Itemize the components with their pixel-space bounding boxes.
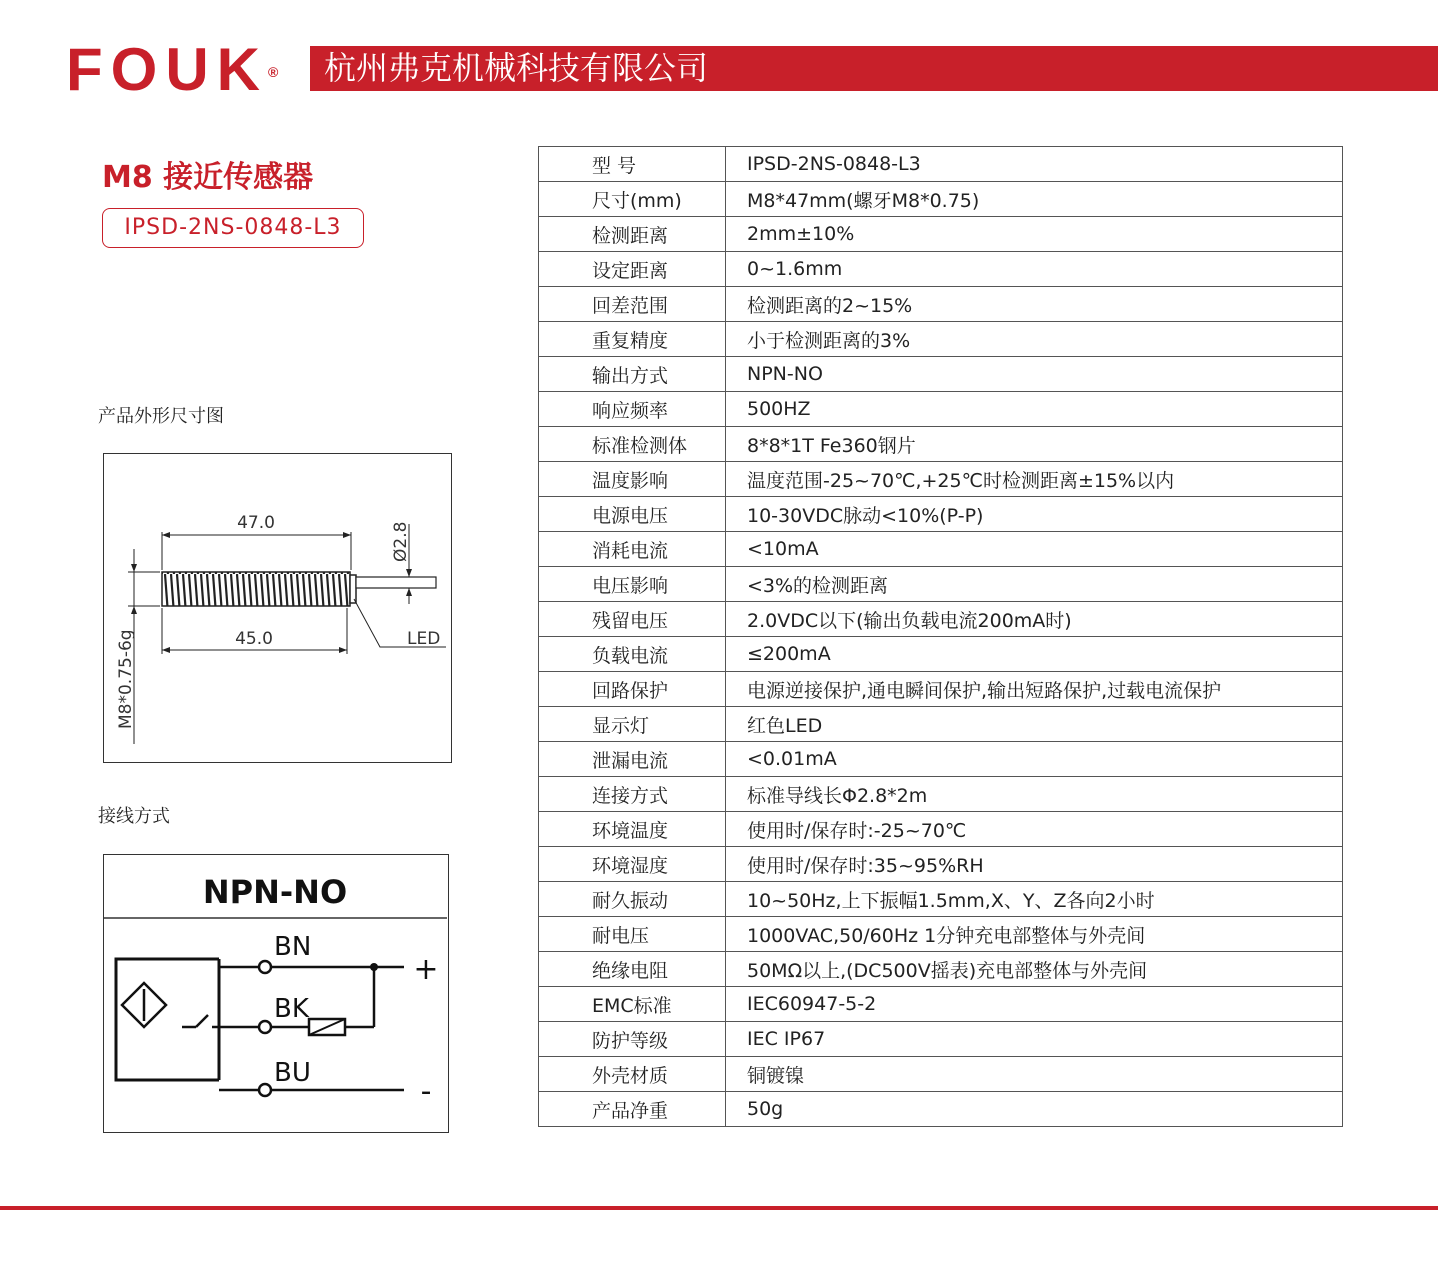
spec-key: 电源电压 <box>539 497 726 532</box>
total-length-label: 47.0 <box>237 513 275 533</box>
spec-row <box>539 567 1343 602</box>
spec-value: 8*8*1T Fe360钢片 <box>726 427 1343 462</box>
spec-value: 10~50Hz,上下振幅1.5mm,X、Y、Z各向2小时 <box>726 882 1343 917</box>
spec-value: 使用时/保存时:-25~70℃ <box>726 812 1343 847</box>
dimension-drawing-svg <box>104 454 450 761</box>
minus-terminal: - <box>420 1074 432 1109</box>
spec-row <box>539 427 1343 462</box>
sensor-cable <box>356 577 436 588</box>
terminal-bn <box>259 961 271 973</box>
spec-key: 消耗电流 <box>539 532 726 567</box>
wiring-section-label: 接线方式 <box>98 806 170 827</box>
spec-row <box>539 1057 1343 1092</box>
thread-length-label: 45.0 <box>235 629 273 649</box>
wire-label-bk: BK <box>274 994 309 1024</box>
spec-key: 残留电压 <box>539 602 726 637</box>
spec-table <box>538 146 1343 1127</box>
spec-key: 回路保护 <box>539 672 726 707</box>
spec-row <box>539 917 1343 952</box>
spec-row <box>539 1092 1343 1127</box>
spec-value: 2.0VDC以下(输出负载电流200mA时) <box>726 602 1343 637</box>
spec-value: 铜镀镍 <box>726 1057 1343 1092</box>
spec-row <box>539 462 1343 497</box>
spec-key: 电压影响 <box>539 567 726 602</box>
spec-value: NPN-NO <box>726 357 1343 392</box>
sensor-end-cap <box>350 575 356 603</box>
spec-value: 检测距离的2~15% <box>726 287 1343 322</box>
spec-value: 使用时/保存时:35~95%RH <box>726 847 1343 882</box>
spec-value: 10-30VDC脉动<10%(P-P) <box>726 497 1343 532</box>
spec-key: 尺寸(mm) <box>539 182 726 217</box>
thread-spec-label: M8*0.75-6g <box>116 629 136 729</box>
spec-value: IEC60947-5-2 <box>726 987 1343 1022</box>
spec-value: M8*47mm(螺牙M8*0.75) <box>726 182 1343 217</box>
footer-rule <box>0 1206 1438 1210</box>
spec-key: 响应频率 <box>539 392 726 427</box>
spec-value: 50g <box>726 1092 1343 1127</box>
spec-row <box>539 497 1343 532</box>
spec-row <box>539 602 1343 637</box>
brand-logo <box>66 36 279 103</box>
spec-key: 外壳材质 <box>539 1057 726 1092</box>
wire-label-bu: BU <box>274 1058 311 1088</box>
spec-key: 环境湿度 <box>539 847 726 882</box>
spec-row <box>539 637 1343 672</box>
product-title: M8 接近传感器 <box>102 160 314 195</box>
spec-key: 泄漏电流 <box>539 742 726 777</box>
spec-value: IPSD-2NS-0848-L3 <box>726 147 1343 182</box>
spec-value: 标准导线长Φ2.8*2m <box>726 777 1343 812</box>
terminal-bu <box>259 1084 271 1096</box>
spec-value: 500HZ <box>726 392 1343 427</box>
spec-row <box>539 987 1343 1022</box>
spec-row <box>539 147 1343 182</box>
spec-key: 重复精度 <box>539 322 726 357</box>
spec-key: 输出方式 <box>539 357 726 392</box>
spec-key: 耐久振动 <box>539 882 726 917</box>
spec-key: 标准检测体 <box>539 427 726 462</box>
spec-row <box>539 812 1343 847</box>
company-banner <box>310 46 1438 91</box>
spec-key: 绝缘电阻 <box>539 952 726 987</box>
spec-row <box>539 707 1343 742</box>
spec-key: 回差范围 <box>539 287 726 322</box>
spec-value: 2mm±10% <box>726 217 1343 252</box>
wiring-diagram <box>103 854 449 1133</box>
spec-key: EMC标准 <box>539 987 726 1022</box>
spec-value: 温度范围-25~70℃,+25℃时检测距离±15%以内 <box>726 462 1343 497</box>
spec-value: 50MΩ以上,(DC500V摇表)充电部整体与外壳间 <box>726 952 1343 987</box>
spec-row <box>539 392 1343 427</box>
sensor-thread-body <box>162 572 350 606</box>
wiring-diagram-svg <box>104 855 447 1131</box>
spec-key: 显示灯 <box>539 707 726 742</box>
wire-label-bn: BN <box>274 932 312 962</box>
spec-value: 0~1.6mm <box>726 252 1343 287</box>
spec-row <box>539 252 1343 287</box>
model-badge: IPSD-2NS-0848-L3 <box>102 208 364 248</box>
led-label: LED <box>407 629 441 649</box>
dimension-section-label: 产品外形尺寸图 <box>98 406 224 427</box>
spec-key: 产品净重 <box>539 1092 726 1127</box>
spec-row <box>539 287 1343 322</box>
spec-row <box>539 532 1343 567</box>
spec-value: 小于检测距离的3% <box>726 322 1343 357</box>
spec-value: 1000VAC,50/60Hz 1分钟充电部整体与外壳间 <box>726 917 1343 952</box>
cable-diameter-label: Ø2.8 <box>391 521 411 562</box>
spec-value: <3%的检测距离 <box>726 567 1343 602</box>
spec-key: 耐电压 <box>539 917 726 952</box>
spec-row <box>539 182 1343 217</box>
spec-row <box>539 742 1343 777</box>
spec-key: 设定距离 <box>539 252 726 287</box>
spec-row <box>539 882 1343 917</box>
spec-row <box>539 322 1343 357</box>
spec-key: 型 号 <box>539 147 726 182</box>
spec-key: 负载电流 <box>539 637 726 672</box>
spec-key: 防护等级 <box>539 1022 726 1057</box>
spec-row <box>539 217 1343 252</box>
spec-row <box>539 952 1343 987</box>
company-name: 杭州弗克机械科技有限公司 <box>324 49 709 87</box>
spec-key: 检测距离 <box>539 217 726 252</box>
spec-value: <0.01mA <box>726 742 1343 777</box>
spec-value: ≤200mA <box>726 637 1343 672</box>
registered-mark: ® <box>267 64 279 80</box>
terminal-bk <box>259 1021 271 1033</box>
spec-value: 红色LED <box>726 707 1343 742</box>
plus-terminal: + <box>413 952 439 987</box>
spec-row <box>539 357 1343 392</box>
spec-row <box>539 672 1343 707</box>
spec-table-body <box>539 147 1343 1127</box>
spec-value: IEC IP67 <box>726 1022 1343 1057</box>
wiring-title: NPN-NO <box>202 873 348 911</box>
spec-value: <10mA <box>726 532 1343 567</box>
spec-row <box>539 847 1343 882</box>
spec-key: 环境温度 <box>539 812 726 847</box>
brand-logo-text: FOUK <box>66 36 268 103</box>
spec-value: 电源逆接保护,通电瞬间保护,输出短路保护,过载电流保护 <box>726 672 1343 707</box>
spec-row <box>539 1022 1343 1057</box>
spec-row <box>539 777 1343 812</box>
spec-key: 温度影响 <box>539 462 726 497</box>
dimension-drawing <box>103 453 452 763</box>
spec-key: 连接方式 <box>539 777 726 812</box>
